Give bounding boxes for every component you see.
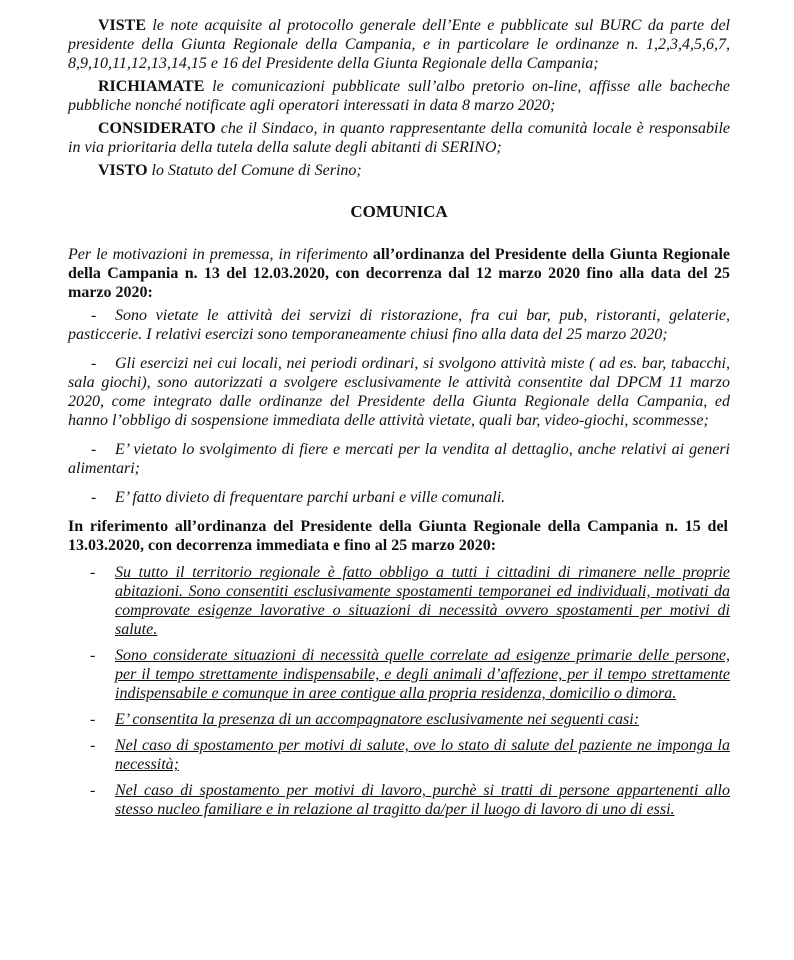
premise-lead: VISTO — [98, 162, 148, 179]
bullet-text: E’ consentita la presenza di un accompagnatore esclusivamente nei seguenti casi: — [115, 711, 640, 728]
section1-intro — [68, 245, 730, 302]
premise-richiamate — [68, 77, 730, 115]
bullet-dash: - — [90, 737, 96, 754]
bullet-dash: - — [91, 489, 97, 506]
bullet-text: Gli esercizi nei cui locali, nei periodi ordinari, si svolgono attività miste ( ad es. bar, tabacchi, sala giochi), sono autorizzati a svolgere esclusivamente le attività consentite dal DPCM 11 marzo 2020, come integrato dalle ordinanze del Presidente della Giunta Regionale della Campania, ed hanno l’obbligo di sospensione immediata delle attività vietate, quali bar, video-giochi, scommesse; — [68, 355, 730, 429]
bullet-text: Su tutto il territorio regionale è fatto obbligo a tutti i cittadini di rimanere nelle proprie abitazioni. Sono consentiti esclusivamente spostamenti temporanei ed individuali, motivati da comprovate esigenze lavorative o situazioni di necessità ovvero spostamenti per motivi di salute. — [115, 564, 730, 638]
bullet-text: Nel caso di spostamento per motivi di lavoro, purchè si tratti di persone appartenenti allo stesso nucleo familiare e in relazione al tragitto da/per il luogo di lavoro di uno di essi. — [115, 782, 730, 818]
list-item — [68, 563, 730, 639]
list-item — [68, 488, 730, 507]
section2-list — [68, 563, 730, 819]
list-item — [68, 646, 730, 703]
bullet-text: E’ vietato lo svolgimento di fiere e mercati per la vendita al dettaglio, anche relativi ai generi alimentari; — [68, 441, 730, 477]
premise-text: che il Sindaco, in quanto rappresentante della comunità locale è responsabile in via prioritaria della tutela della salute degli abitanti di SERINO; — [68, 120, 730, 156]
list-item — [68, 736, 730, 774]
section1-intro-italic: Per le motivazioni in premessa, in riferimento — [68, 246, 373, 263]
document-title: COMUNICA — [350, 202, 448, 221]
premise-lead: CONSIDERATO — [98, 120, 216, 137]
premise-lead: VISTE — [98, 17, 147, 34]
premise-visto — [68, 161, 730, 180]
list-item — [68, 781, 730, 819]
bullet-text: Sono vietate le attività dei servizi di ristorazione, fra cui bar, pub, ristoranti, gelaterie, pasticcerie. I relativi esercizi sono temporaneamente chiusi fino alla data del 25 marzo 2020; — [68, 307, 730, 343]
bullet-dash: - — [90, 647, 96, 664]
section1-intro-bold: all’ordinanza del Presidente della Giunta Regionale della Campania n. 13 del 12.03.2020, con decorrenza dal 12 marzo 2020 fino alla data del 25 marzo 2020: — [68, 246, 730, 301]
premise-text: le note acquisite al protocollo generale dell’Ente e pubblicate sul BURC da parte del presidente della Giunta Regionale della Campania, e in particolare le ordinanze n. 1,2,3,4,5,6,7, 8,9,10,11,12,13,14,15 e 16 del Presidente della Giunta Regionale della Campania; — [68, 17, 730, 72]
bullet-dash: - — [90, 711, 96, 728]
bullet-dash: - — [90, 564, 96, 581]
list-item — [68, 710, 730, 729]
premise-text: le comunicazioni pubblicate sull’albo pretorio on-line, affisse alle bacheche pubbliche nonché notificate agli operatori interessati in data 8 marzo 2020; — [68, 78, 730, 114]
list-item — [68, 354, 730, 430]
bullet-dash: - — [91, 441, 97, 458]
bullet-text: E’ fatto divieto di frequentare parchi urbani e ville comunali. — [115, 489, 506, 506]
premise-text: lo Statuto del Comune di Serino; — [147, 162, 362, 179]
premise-viste — [68, 16, 730, 73]
bullet-text: Sono considerate situazioni di necessità quelle correlate ad esigenze primarie delle persone, per il tempo strettamente indispensabile, e degli animali d’affezione, per il tempo strettamente indispensabile e comunque in aree contigue alla propria residenza, domicilio o dimora. — [115, 647, 730, 702]
list-item — [68, 440, 730, 478]
list-item — [68, 306, 730, 344]
bullet-dash: - — [91, 355, 97, 372]
section2-heading: In riferimento all’ordinanza del Presidente della Giunta Regionale della Campania n. 15 del 13.03.2020, con decorrenza immediata e fino al 25 marzo 2020: — [68, 518, 728, 554]
bullet-dash: - — [91, 307, 97, 324]
bullet-text: Nel caso di spostamento per motivi di salute, ove lo stato di salute del paziente ne imponga la necessità; — [115, 737, 730, 773]
premise-lead: RICHIAMATE — [98, 78, 205, 95]
premise-considerato — [68, 119, 730, 157]
bullet-dash: - — [90, 782, 96, 799]
